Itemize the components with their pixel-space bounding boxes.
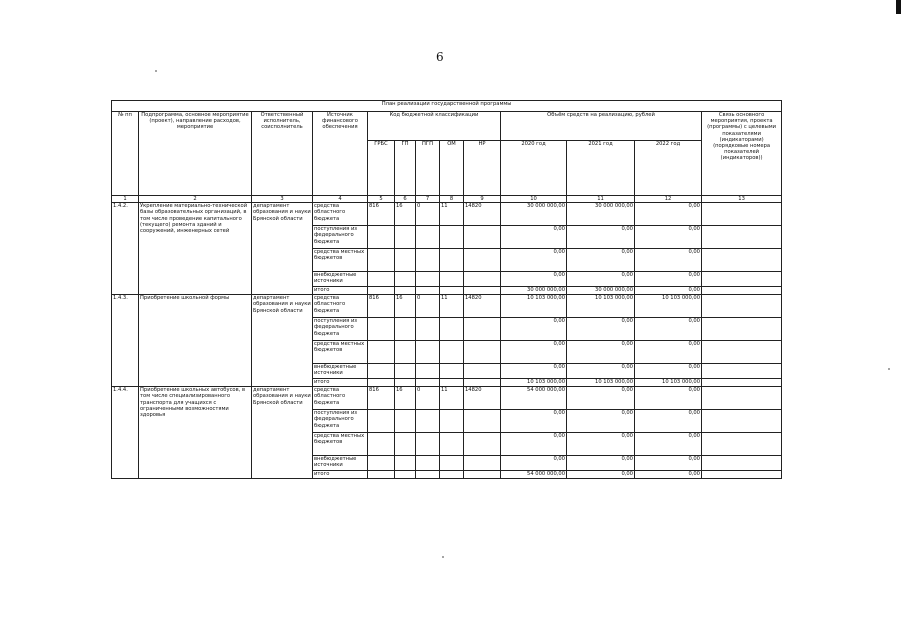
empty-code-cell [395,379,416,387]
empty-code-cell [416,226,440,249]
funding-amount: 30 000 000,00 [567,203,635,226]
budget-code-cell: 14820 [464,203,501,226]
empty-code-cell [464,410,501,433]
budget-code-cell: 816 [368,203,395,226]
column-number: 12 [635,196,702,203]
item-name: Приобретение школьной формы [139,295,252,387]
empty-code-cell [395,471,416,479]
empty-code-cell [464,379,501,387]
header-responsible: Ответственный исполнитель, соисполнитель [252,112,313,196]
empty-code-cell [416,456,440,471]
indicator-link-cell [702,272,782,287]
empty-code-cell [464,272,501,287]
item-name: Приобретение школьных автобусов, в том числе специализированного транспорта для учащихся с ограниченными возможностями здоровья [139,387,252,479]
page-number: 6 [436,50,444,64]
indicator-link-cell [702,471,782,479]
budget-code-cell: 816 [368,387,395,410]
budget-code-cell: 14820 [464,295,501,318]
funding-source-label: итого [313,471,368,479]
column-number: 4 [313,196,368,203]
funding-amount: 0,00 [635,318,702,341]
funding-amount: 0,00 [567,433,635,456]
empty-code-cell [440,379,464,387]
funding-amount: 10 103 000,00 [567,379,635,387]
funding-source-label: средства местных бюджетов [313,433,368,456]
empty-code-cell [416,272,440,287]
empty-code-cell [464,433,501,456]
empty-code-cell [464,318,501,341]
empty-code-cell [368,433,395,456]
empty-code-cell [416,287,440,295]
funding-amount: 0,00 [635,410,702,433]
empty-code-cell [368,379,395,387]
indicator-link-cell [702,295,782,318]
empty-code-cell [395,341,416,364]
empty-code-cell [440,471,464,479]
funding-amount: 0,00 [635,433,702,456]
empty-code-cell [416,379,440,387]
empty-code-cell [464,249,501,272]
empty-code-cell [464,341,501,364]
funding-source-label: поступления из федерального бюджета [313,410,368,433]
funding-amount: 0,00 [567,410,635,433]
scan-speck [155,70,157,72]
empty-code-cell [395,226,416,249]
empty-code-cell [440,272,464,287]
scan-edge-mark [896,0,901,14]
funding-amount: 0,00 [567,387,635,410]
header-code-nr: НР [464,141,501,196]
funding-amount: 10 103 000,00 [501,379,567,387]
funding-amount: 0,00 [567,471,635,479]
empty-code-cell [440,341,464,364]
item-responsible: департамент образования и науки Брянской области [252,387,313,479]
funding-amount: 0,00 [501,249,567,272]
scan-speck [888,368,890,370]
column-number: 8 [440,196,464,203]
funding-amount: 0,00 [501,226,567,249]
funding-amount: 0,00 [567,456,635,471]
column-number: 10 [501,196,567,203]
funding-amount: 0,00 [501,272,567,287]
funding-amount: 54 000 000,00 [501,387,567,410]
empty-code-cell [368,341,395,364]
funding-amount: 10 103 000,00 [635,295,702,318]
table-row [112,203,782,226]
header-code-grbs: ГРБС [368,141,395,196]
empty-code-cell [368,318,395,341]
funding-amount: 0,00 [635,203,702,226]
indicator-link-cell [702,364,782,379]
budget-code-cell: 0 [416,295,440,318]
indicator-link-cell [702,203,782,226]
table-title: План реализации государственной программы [112,101,782,112]
item-number: 1.4.2. [112,203,139,295]
column-number: 13 [702,196,782,203]
funding-amount: 0,00 [501,456,567,471]
empty-code-cell [416,249,440,272]
funding-amount: 0,00 [567,226,635,249]
empty-code-cell [464,287,501,295]
empty-code-cell [395,272,416,287]
header-code-gp: ГП [395,141,416,196]
indicator-link-cell [702,387,782,410]
empty-code-cell [464,364,501,379]
header-code-pgp: ПГП [416,141,440,196]
header-year-2022: 2022 год [635,141,702,196]
header-code-om: ОМ [440,141,464,196]
funding-source-label: средства местных бюджетов [313,341,368,364]
item-responsible: департамент образования и науки Брянской области [252,203,313,295]
empty-code-cell [440,456,464,471]
column-number: 1 [112,196,139,203]
funding-amount: 0,00 [567,318,635,341]
budget-code-cell: 11 [440,387,464,410]
indicator-link-cell [702,249,782,272]
budget-code-cell: 16 [395,295,416,318]
budget-code-cell: 0 [416,203,440,226]
item-name: Укрепление материально-технической базы образовательных организаций, в том числе проведение капитального (текущего) ремонта зданий и сооружений, инженерных сетей [139,203,252,295]
funding-amount: 54 000 000,00 [501,471,567,479]
column-numbers-row [112,196,782,203]
funding-source-label: внебюджетные источники [313,272,368,287]
funding-amount: 10 103 000,00 [635,379,702,387]
empty-code-cell [395,364,416,379]
budget-code-cell: 816 [368,295,395,318]
column-number: 3 [252,196,313,203]
empty-code-cell [440,318,464,341]
indicator-link-cell [702,456,782,471]
empty-code-cell [440,364,464,379]
empty-code-cell [416,364,440,379]
column-number: 5 [368,196,395,203]
funding-source-label: внебюджетные источники [313,364,368,379]
indicator-link-cell [702,287,782,295]
empty-code-cell [416,341,440,364]
budget-code-cell: 11 [440,295,464,318]
empty-code-cell [440,433,464,456]
column-number: 6 [395,196,416,203]
empty-code-cell [440,249,464,272]
empty-code-cell [368,272,395,287]
funding-amount: 10 103 000,00 [567,295,635,318]
empty-code-cell [416,433,440,456]
funding-source-label: средства местных бюджетов [313,249,368,272]
empty-code-cell [395,249,416,272]
empty-code-cell [395,287,416,295]
funding-plan-table [111,100,782,479]
empty-code-cell [368,364,395,379]
funding-amount: 0,00 [501,364,567,379]
empty-code-cell [368,287,395,295]
empty-code-cell [395,318,416,341]
funding-amount: 0,00 [635,387,702,410]
header-source: Источник финансового обеспечения [313,112,368,196]
item-number: 1.4.4. [112,387,139,479]
funding-amount: 0,00 [635,456,702,471]
funding-amount: 0,00 [567,364,635,379]
header-year-2020: 2020 год [501,141,567,196]
empty-code-cell [395,410,416,433]
funding-amount: 0,00 [501,410,567,433]
empty-code-cell [368,456,395,471]
budget-code-cell: 16 [395,203,416,226]
header-year-2021: 2021 год [567,141,635,196]
indicator-link-cell [702,433,782,456]
funding-source-label: внебюджетные источники [313,456,368,471]
empty-code-cell [440,410,464,433]
empty-code-cell [416,318,440,341]
funding-amount: 30 000 000,00 [567,287,635,295]
empty-code-cell [368,410,395,433]
funding-source-label: средства областного бюджета [313,203,368,226]
budget-code-cell: 14820 [464,387,501,410]
funding-amount: 0,00 [501,318,567,341]
empty-code-cell [395,456,416,471]
empty-code-cell [368,226,395,249]
table-row [112,387,782,410]
funding-amount: 0,00 [635,471,702,479]
budget-code-cell: 0 [416,387,440,410]
funding-amount: 0,00 [567,341,635,364]
empty-code-cell [440,287,464,295]
empty-code-cell [464,471,501,479]
header-num: № пп [112,112,139,196]
funding-amount: 0,00 [501,341,567,364]
header-indicator-link: Связь основного мероприятия, проекта (программы) с целевыми показателями (индикаторами) (порядковые номера показателей (индикаторов)) [702,112,782,196]
funding-source-label: средства областного бюджета [313,387,368,410]
funding-amount: 30 000 000,00 [501,287,567,295]
funding-amount: 10 103 000,00 [501,295,567,318]
indicator-link-cell [702,379,782,387]
empty-code-cell [368,471,395,479]
funding-source-label: итого [313,287,368,295]
header-budget-code: Код бюджетной классификации [368,112,501,141]
funding-amount: 0,00 [635,364,702,379]
funding-amount: 0,00 [635,226,702,249]
table-row [112,295,782,318]
indicator-link-cell [702,410,782,433]
funding-source-label: средства областного бюджета [313,295,368,318]
empty-code-cell [464,226,501,249]
empty-code-cell [416,471,440,479]
funding-source-label: итого [313,379,368,387]
funding-amount: 30 000 000,00 [501,203,567,226]
header-funding: Объём средств на реализацию, рублей [501,112,702,141]
funding-amount: 0,00 [501,433,567,456]
budget-code-cell: 11 [440,203,464,226]
funding-amount: 0,00 [635,287,702,295]
empty-code-cell [440,226,464,249]
empty-code-cell [395,433,416,456]
indicator-link-cell [702,318,782,341]
indicator-link-cell [702,341,782,364]
funding-amount: 0,00 [567,272,635,287]
empty-code-cell [368,249,395,272]
funding-source-label: поступления из федерального бюджета [313,226,368,249]
funding-amount: 0,00 [635,272,702,287]
item-responsible: департамент образования и науки Брянской области [252,295,313,387]
column-number: 2 [139,196,252,203]
funding-source-label: поступления из федерального бюджета [313,318,368,341]
funding-amount: 0,00 [635,249,702,272]
column-number: 9 [464,196,501,203]
empty-code-cell [416,410,440,433]
empty-code-cell [464,456,501,471]
item-number: 1.4.3. [112,295,139,387]
funding-amount: 0,00 [635,341,702,364]
header-name: Подпрограмма, основное мероприятие (проект), направление расходов, мероприятие [139,112,252,196]
scan-speck [442,556,444,558]
indicator-link-cell [702,226,782,249]
funding-amount: 0,00 [567,249,635,272]
column-number: 11 [567,196,635,203]
budget-code-cell: 16 [395,387,416,410]
column-number: 7 [416,196,440,203]
